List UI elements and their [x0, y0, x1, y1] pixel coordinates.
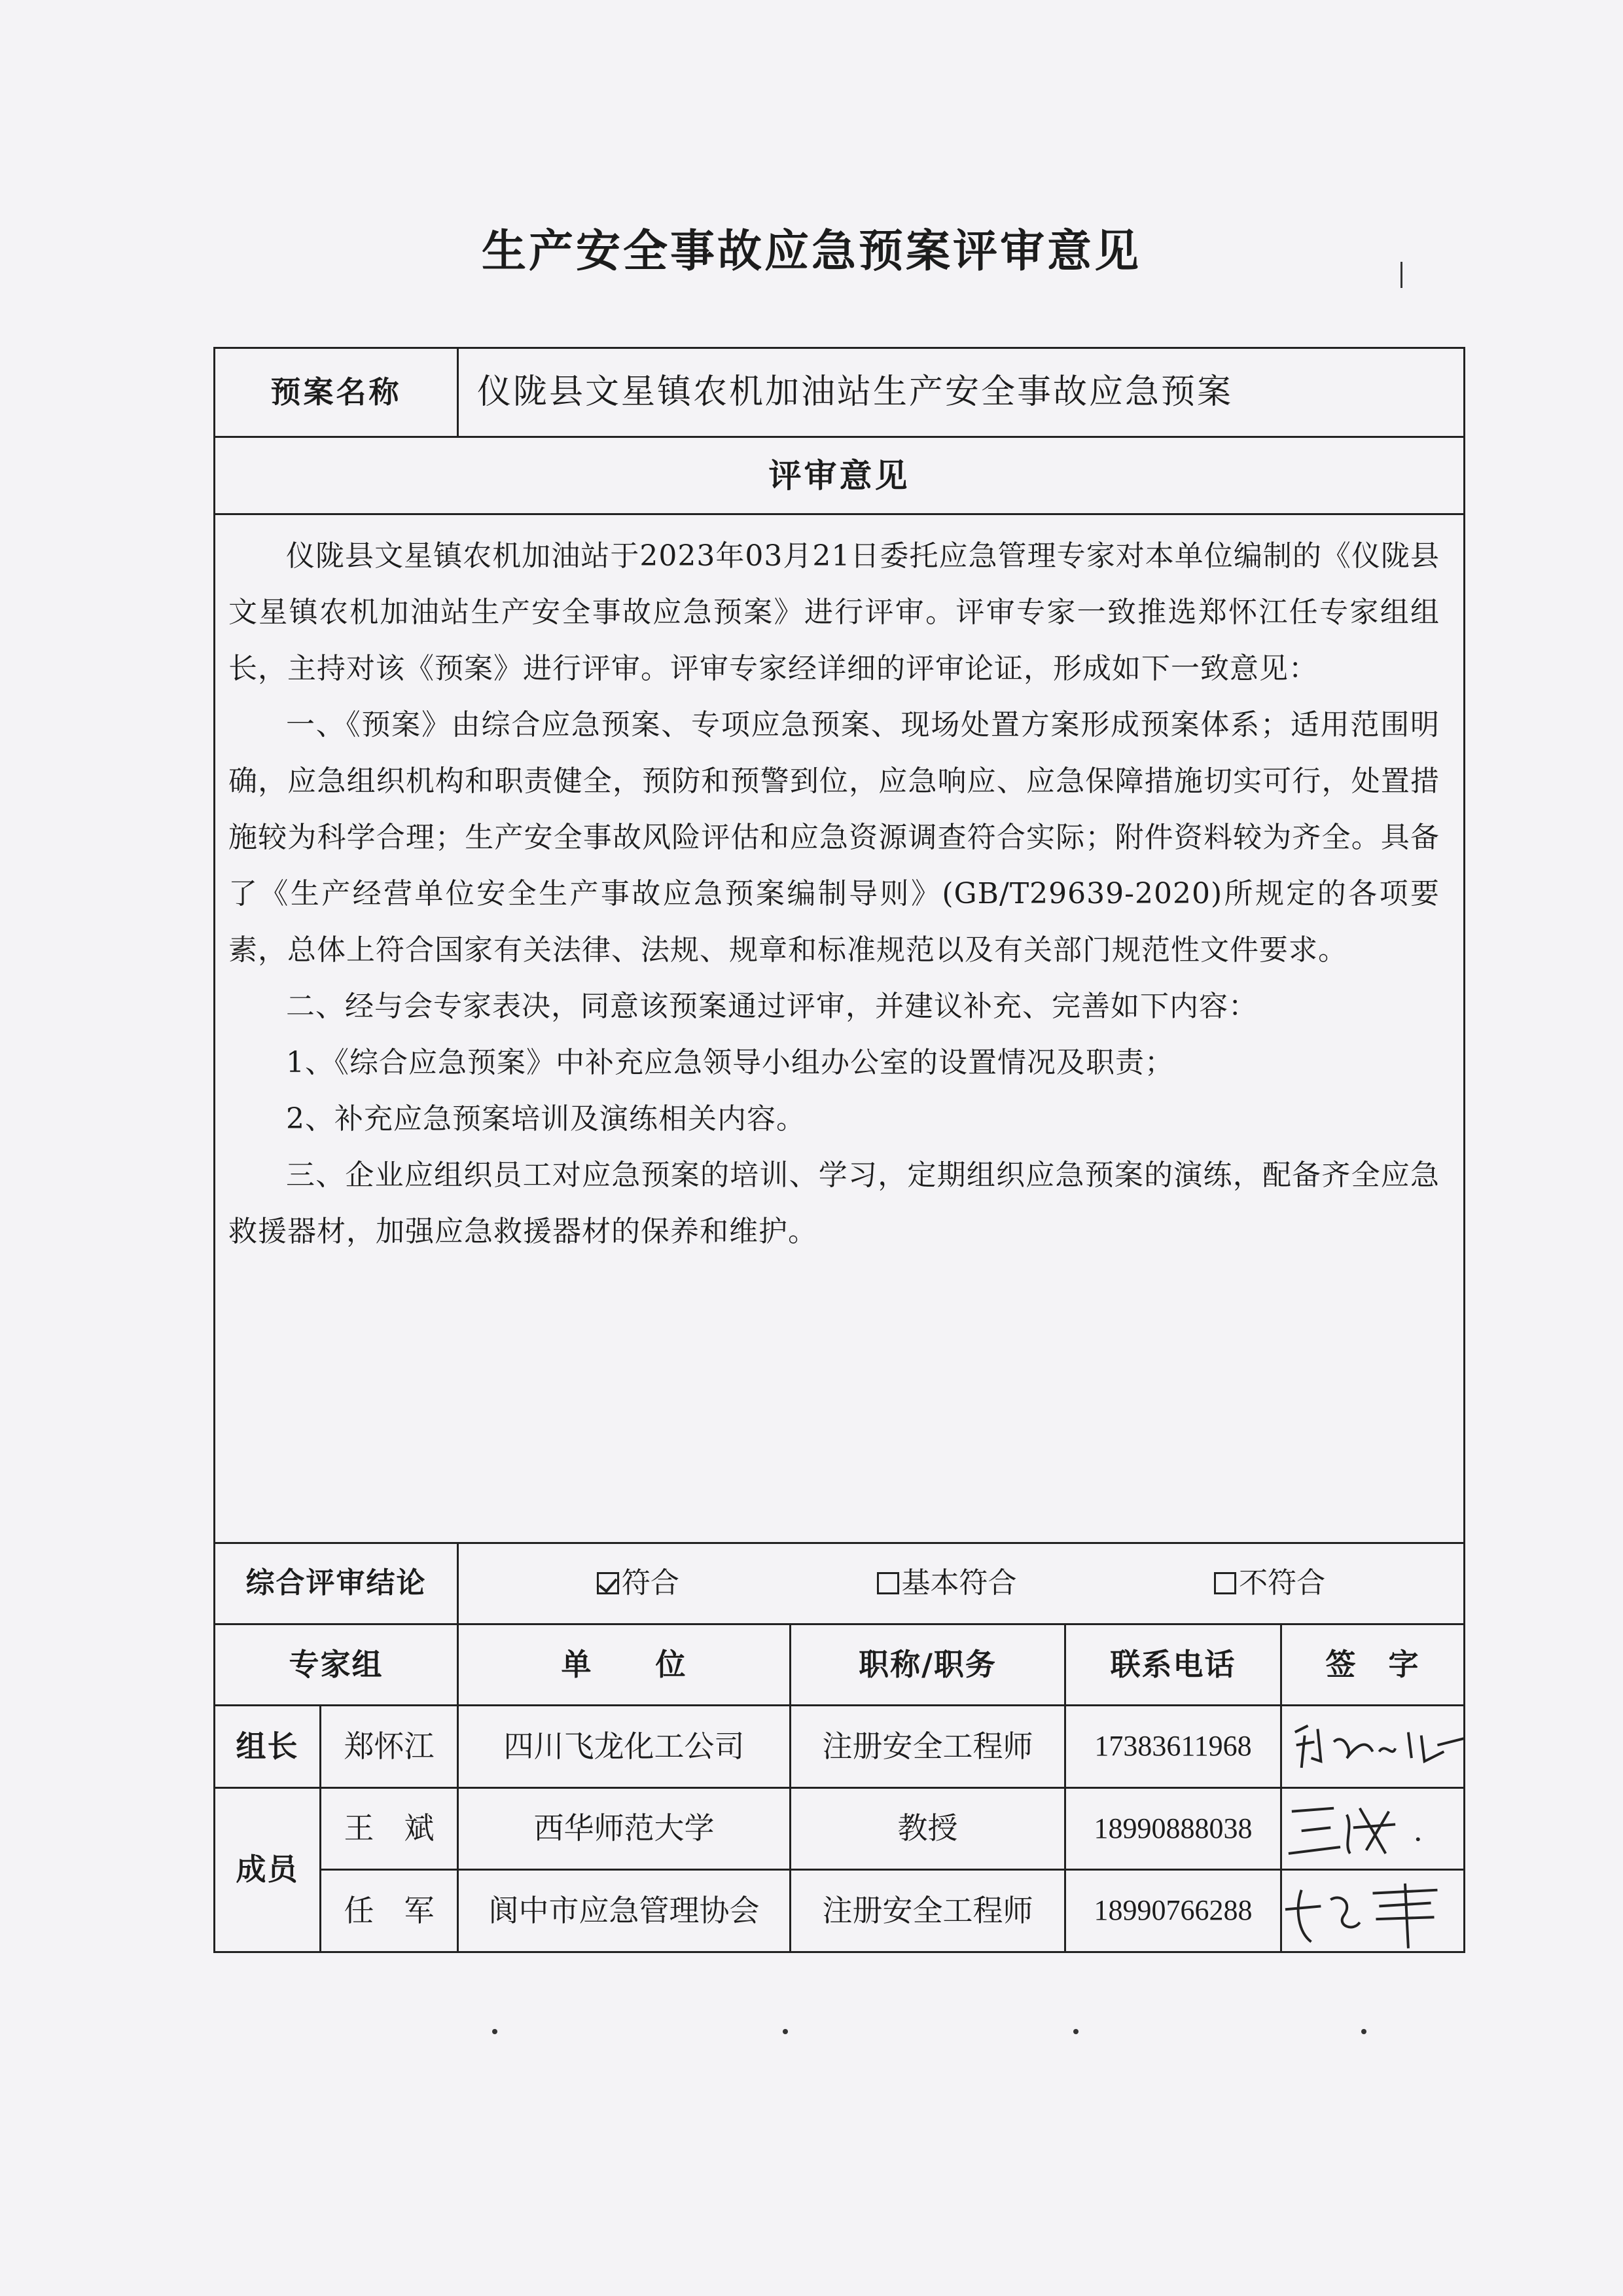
dot — [783, 2029, 788, 2034]
handwritten-signature — [1282, 1871, 1463, 1951]
expert-unit: 四川飞龙化工公司 — [458, 1706, 791, 1788]
role-member: 成员 — [215, 1787, 321, 1952]
checkbox-icon[interactable] — [877, 1572, 899, 1594]
bottom-dots — [0, 2029, 1623, 2036]
option-not-conform[interactable] — [1214, 1566, 1325, 1601]
option-label: 基本符合 — [901, 1566, 1017, 1600]
option-conform[interactable] — [597, 1566, 679, 1601]
table-row — [215, 1870, 1465, 1952]
expert-title: 注册安全工程师 — [791, 1870, 1065, 1952]
expert-phone: 18990888038 — [1065, 1787, 1281, 1870]
expert-name: 任 军 — [321, 1870, 458, 1952]
header-phone: 联系电话 — [1065, 1624, 1281, 1706]
plan-name-value: 仪陇县文星镇农机加油站生产安全事故应急预案 — [458, 348, 1465, 437]
handwritten-signature — [1282, 1706, 1463, 1787]
expert-name: 郑怀江 — [321, 1706, 458, 1788]
expert-name: 王 斌 — [321, 1787, 458, 1870]
expert-title: 教授 — [791, 1787, 1065, 1870]
plan-name-label: 预案名称 — [215, 348, 458, 437]
opinion-paragraph: 三、企业应组织员工对应急预案的培训、学习，定期组织应急预案的演练，配备齐全应急救援器材，加强应急救援器材的保养和维护。 — [228, 1158, 1440, 1248]
role-leader: 组长 — [215, 1706, 321, 1788]
option-label: 符合 — [621, 1566, 679, 1600]
signature-cell — [1281, 1706, 1465, 1788]
signature-cell — [1281, 1870, 1465, 1952]
checkbox-icon[interactable] — [1214, 1572, 1236, 1594]
table-row — [215, 1706, 1465, 1788]
header-title: 职称/职务 — [791, 1624, 1065, 1706]
header-unit: 单 位 — [458, 1624, 791, 1706]
option-basically-conform[interactable] — [877, 1566, 1017, 1601]
opinion-paragraph: 2、补充应急预案培训及演练相关内容。 — [286, 1102, 806, 1136]
table-row — [215, 1787, 1465, 1870]
option-label: 不符合 — [1239, 1566, 1326, 1600]
opinion-body — [215, 514, 1465, 1543]
signature-cell — [1281, 1787, 1465, 1870]
expert-phone: 18990766288 — [1065, 1870, 1281, 1952]
dot — [1361, 2029, 1366, 2034]
page-title: 生产安全事故应急预案评审意见 — [481, 225, 1141, 278]
expert-unit: 西华师范大学 — [458, 1787, 791, 1870]
opinion-paragraph: 仪陇县文星镇农机加油站于2023年03月21日委托应急管理专家对本单位编制的《仪陇县文星镇农机加油站生产安全事故应急预案》进行评审。评审专家一致推选郑怀江任专家组组长，主持对该《预案》进行评审。评审专家经详细的评审论证，形成如下一致意见： — [228, 539, 1440, 685]
opinion-paragraph: 二、经与会专家表决，同意该预案通过评审，并建议补充、完善如下内容： — [286, 990, 1258, 1023]
scan-mark — [1400, 262, 1402, 288]
opinion-section-title: 评审意见 — [215, 437, 1465, 514]
header-sign: 签 字 — [1281, 1624, 1465, 1706]
opinion-paragraph: 一、《预案》由综合应急预案、专项应急预案、现场处置方案形成预案体系；适用范围明确，应急组织机构和职责健全，预防和预警到位，应急响应、应急保障措施切实可行，处置措施较为科学合理；生产安全事故风险评估和应急资源调查符合实际；附件资料较为齐全。具备了《生产经营单位安全生产事故应急预案编制导则》(GB/T29639-2020)所规定的各项要素，总体上符合国家有关法律、法规、规章和标准规范以及有关部门规范性文件要求。 — [228, 708, 1440, 967]
conclusion-label: 综合评审结论 — [215, 1543, 458, 1624]
review-form-table — [213, 347, 1465, 1953]
expert-unit: 阆中市应急管理协会 — [458, 1870, 791, 1952]
handwritten-signature — [1282, 1789, 1463, 1869]
dot — [492, 2029, 497, 2034]
checked-checkbox-icon[interactable] — [597, 1572, 619, 1594]
conclusion-options — [458, 1543, 1465, 1624]
expert-title: 注册安全工程师 — [791, 1706, 1065, 1788]
opinion-paragraph: 1、《综合应急预案》中补充应急领导小组办公室的设置情况及职责； — [286, 1046, 1174, 1079]
dot — [1073, 2029, 1079, 2034]
header-group: 专家组 — [215, 1624, 458, 1706]
expert-phone: 17383611968 — [1065, 1706, 1281, 1788]
